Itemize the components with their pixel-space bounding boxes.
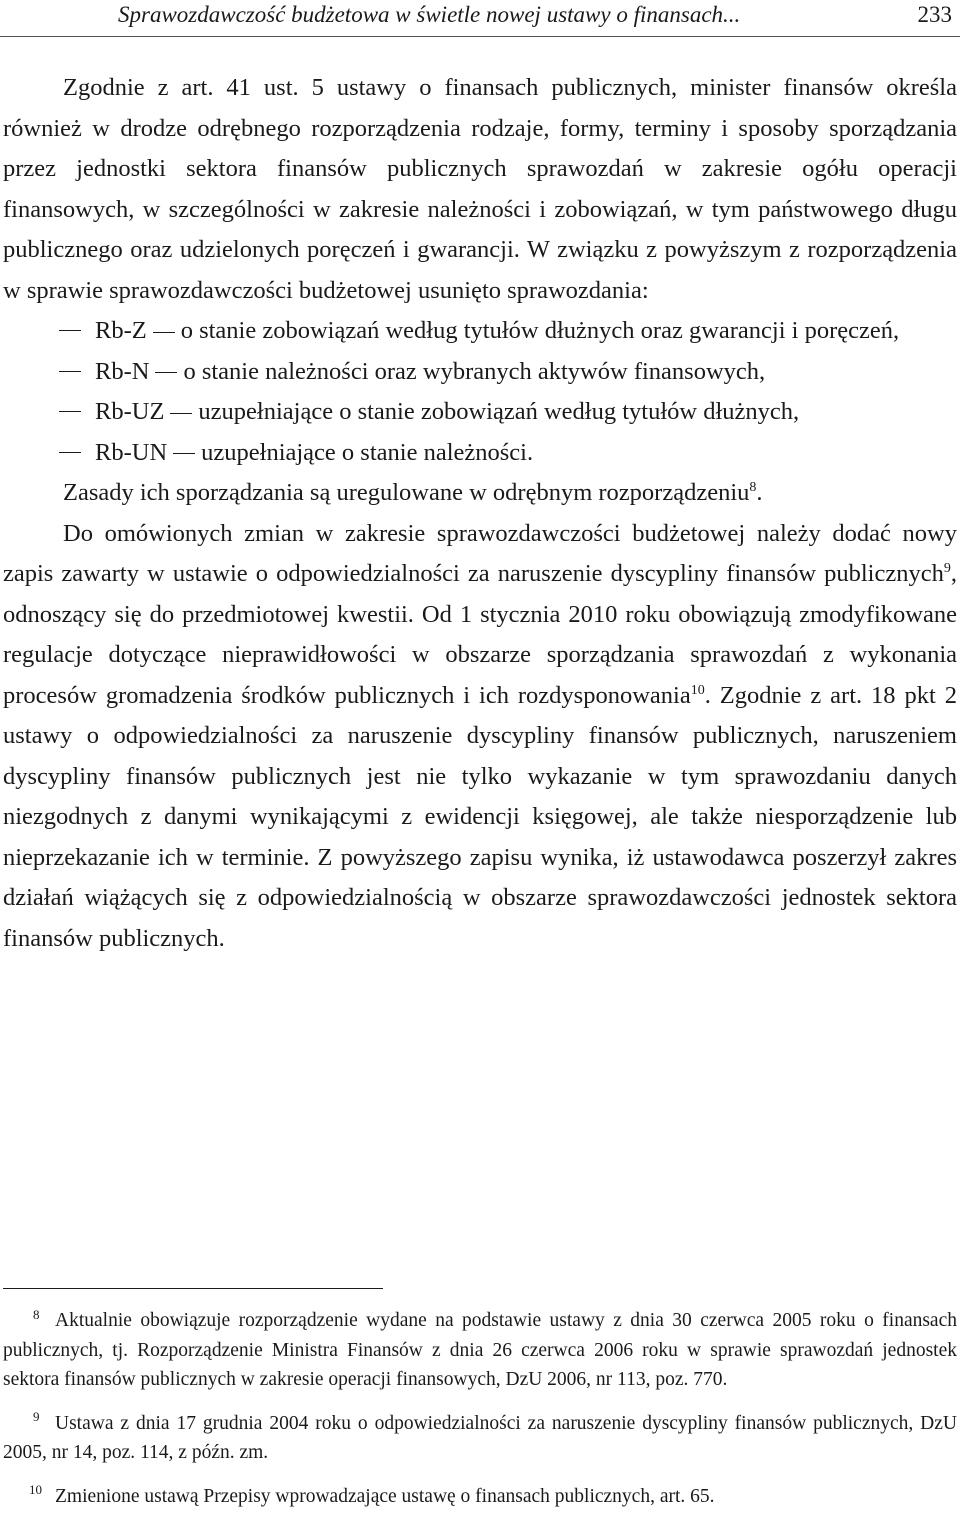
report-code: Rb-UZ — [95, 398, 165, 425]
footnote-9: 9 Ustawa z dnia 17 grudnia 2004 roku o odpowiedzialności za naruszenie dyscypliny finansów publicznych, DzU 2005, nr 14, poz. 114, z późn. zm. — [3, 1409, 957, 1463]
footnote-ref-8[interactable]: 8 — [749, 479, 757, 495]
paragraph-3-text-b: , odnoszący się do przedmiotowej kwestii. Od 1 stycznia 2010 roku obowiązują zmodyfikowane regulacje dotyczące nieprawidłowości w obszarze sporządzania sprawozdań z wykonania procesów gromadzenia środków publicznych i ich rozdysponowania — [3, 560, 957, 709]
list-item — [3, 392, 957, 433]
em-dash — [173, 453, 195, 454]
footnotes — [3, 1306, 957, 1525]
footnote-ref-9[interactable]: 9 — [943, 560, 951, 576]
report-code: Rb-N — [95, 357, 150, 385]
em-dash — [153, 332, 175, 333]
running-header-title: Sprawozdawczość budżetowa w świetle nowej ustawy o finansach... — [118, 2, 741, 27]
paragraph-2-text: Zasady ich sporządzania są uregulowane w odrębnym rozporządzeniu — [63, 479, 750, 506]
report-code: Rb-Z — [95, 317, 147, 344]
header-divider — [0, 36, 960, 37]
page-number: 233 — [917, 2, 952, 27]
list-dash — [59, 330, 81, 331]
footnote-ref-10[interactable]: 10 — [690, 682, 705, 698]
report-description: uzupełniające o stanie należności. — [201, 438, 534, 466]
main-text — [3, 68, 957, 959]
list-item — [3, 352, 957, 393]
list-dash — [59, 452, 81, 453]
report-description: o stanie zobowiązań według tytułów dłużnych oraz gwarancji i poręczeń, — [180, 317, 900, 344]
report-code: Rb-UN — [95, 438, 168, 466]
list-item — [3, 311, 957, 352]
list-dash — [59, 411, 81, 412]
paragraph-3 — [3, 514, 957, 960]
removed-reports-list — [3, 311, 957, 473]
footnote-10: 10 Zmienione ustawą Przepisy wprowadzające ustawę o finansach publicznych, art. 65. — [29, 1482, 715, 1507]
footnote-text: Zmienione ustawą Przepisy wprowadzające ustawę o finansach publicznych, art. 65. — [55, 1485, 715, 1507]
footnote-divider — [3, 1288, 383, 1289]
em-dash — [155, 372, 177, 373]
paragraph-2-end: . — [756, 479, 763, 506]
footnote-text: Aktualnie obowiązuje rozporządzenie wydane na podstawie ustawy z dnia 30 czerwca 2005 roku o finansach publicznych, tj. Rozporządzenie Ministra Finansów z dnia 26 czerwca 2006 roku w sprawie sprawozdań jednostek sektora finansów publicznych w zakresie operacji finansowych, DzU 2006, nr 113, poz. 770. — [3, 1310, 957, 1390]
report-description: o stanie należności oraz wybranych aktywów finansowych, — [183, 357, 766, 385]
footnote-text: Ustawa z dnia 17 grudnia 2004 roku o odpowiedzialności za naruszenie dyscypliny finansów publicznych, DzU 2005, nr 14, poz. 114, z późn. zm. — [3, 1412, 957, 1463]
running-header — [118, 0, 952, 30]
footnote-8: 8 Aktualnie obowiązuje rozporządzenie wydane na podstawie ustawy z dnia 30 czerwca 2005 roku o finansach publicznych, tj. Rozporządzenie Ministra Finansów z dnia 26 czerwca 2006 roku w sprawie sprawozdań jednostek sektora finansów publicznych w zakresie operacji finansowych, DzU 2006, nr 113, poz. 770. — [3, 1306, 957, 1390]
paragraph-3-text-a: Do omówionych zmian w zakresie sprawozdawczości budżetowej należy dodać nowy zapis zawarty w ustawie o odpowiedzialności za naruszenie dyscypliny finansów publicznych — [3, 519, 957, 587]
paragraph-3-text-c: . Zgodnie z art. 18 pkt 2 ustawy o odpowiedzialności za naruszenie dyscypliny finansów publicznych, naruszeniem dyscypliny finansów publicznych jest nie tylko wykazanie w tym sprawozdaniu danych niezgodnych z danymi wynikającymi z ewidencji księgowej, ale także niesporządzenie lub nieprzekazanie ich w terminie. Z powyższego zapisu wynika, iż ustawodawca poszerzył zakres działań wiążących się z odpowiedzialnością w obszarze sprawozdawczości jednostek sektora finansów publicznych. — [3, 681, 957, 952]
paragraph-2 — [3, 473, 957, 514]
report-description: uzupełniające o stanie zobowiązań według tytułów dłużnych, — [198, 398, 800, 425]
paragraph-1: Zgodnie z art. 41 ust. 5 ustawy o finansach publicznych, minister finansów określa również w drodze odrębnego rozporządzenia rodzaje, formy, terminy i sposoby sporządzania przez jednostki sektora finansów publicznych sprawozdań w zakresie ogółu operacji finansowych, w szczególności w zakresie należności i zobowiązań, w tym państwowego długu publicznego oraz udzielonych poręczeń i gwarancji. W związku z powyższym z rozporządzenia w sprawie sprawozdawczości budżetowej usunięto sprawozdania: — [3, 74, 957, 304]
list-item — [3, 433, 957, 474]
list-dash — [59, 371, 81, 372]
em-dash — [170, 413, 192, 414]
